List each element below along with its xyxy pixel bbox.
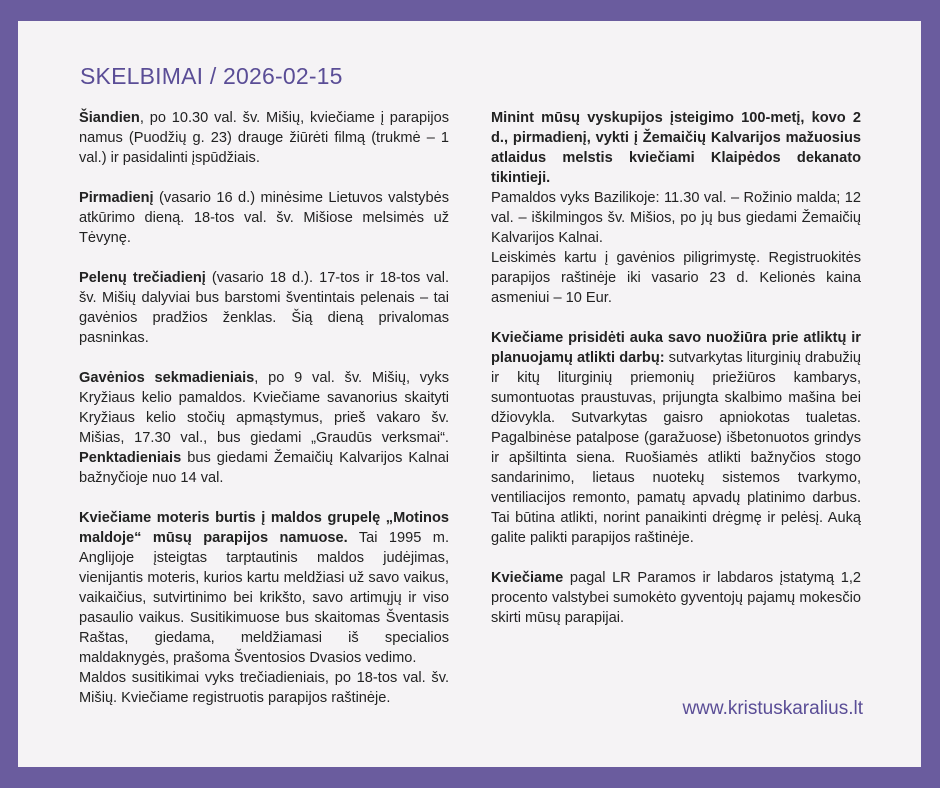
body-text: (vasario 16 d.) minėsime Lietuvos valstybės atkūrimo dieną. 18-tos val. šv. Mišiose melsimės už Tėvynę. — [79, 190, 449, 246]
bold-lead: Pelenų trečiadienį — [79, 270, 206, 286]
body-text: , po 9 val. šv. Mišių, vyks Kryžiaus kelio pamaldos. Kviečiame savanorius skaityti Kryžiaus kelio stočių apmąstymus, prieš vakaro šv. Mišias, 17.30 val., bus giedami „Graudūs verksmai“. — [79, 370, 449, 446]
page-title: SKELBIMAI / 2026-02-15 — [80, 63, 343, 89]
body-text: sutvarkytas liturginių drabužių ir kitų liturginių priemonių priežiūros kambarys, sumontuotas praustuvas, prijungta skalbimo mašina bei džiovykla. Sutvarkytas gaisro apniokotas tualetas. Pagalbinėse patalpose (garažuose) išbetonuotos grindys ir apšiltinta siena. Ruošiamės atlikti bažnyčios stogo sandarinimo, lietaus nuotekų sistemos tvarkymo, ventiliacijos remonto, pamatų apvadų platinimo darbus. Tai būtina atlikti, norint panaikinti drėgmę ir pelėsį. Auką galite palikti parapijos raštinėje. — [491, 350, 862, 546]
left-column — [79, 108, 449, 708]
announcement-services: Pamaldos vyks Bazilikoje: 11.30 val. – Rožinio malda; 12 val. – iškilmingos šv. Mišios, po jų bus giedami Žemaičių Kalvarijos Kalnai. — [491, 190, 861, 246]
body-text: , po 10.30 val. šv. Mišių, kviečiame į parapijos namus (Puodžių g. 23) drauge žiūrėti filmą (trukmė – 1 val.) ir pasidalinti įspūdžiais. — [79, 110, 449, 166]
bold-lead: Kviečiame — [491, 570, 564, 586]
announcement-today — [79, 108, 449, 168]
announcement-registration: Leiskimės kartu į gavėnios piligrimystę. Registruokitės parapijos raštinėje iki vasario 23 d. Kelionės kaina asmeniui – 10 Eur. — [491, 250, 861, 306]
bold-lead: Pirmadienį — [79, 190, 154, 206]
body-text: bus giedami Žemaičių Kalvarijos Kalnai bažnyčioje nuo 14 val. — [79, 450, 449, 486]
announcement-card — [18, 21, 921, 767]
announcement-lent-sundays — [79, 368, 449, 488]
announcement-ash-wednesday — [79, 268, 449, 348]
announcement-pilgrimage — [491, 108, 861, 188]
website-link[interactable]: www.kristuskaralius.lt — [682, 698, 863, 719]
bold-lead: Penktadieniais — [79, 450, 182, 466]
body-text: pagal LR Paramos ir labdaros įstatymą 1,2 procento valstybei sumokėto gyventojų pajamų mokesčio skirti mūsų parapijai. — [491, 570, 861, 626]
bold-lead: Kviečiame moteris burtis į maldos grupelę „Motinos maldoje“ mūsų parapijos namuose. — [79, 510, 449, 546]
announcement-tax — [491, 568, 861, 628]
body-text: (vasario 18 d.). 17-tos ir 18-tos val. šv. Mišių dalyviai bus barstomi šventintais pelenais – tai gavėnios pradžios ženklas. Šią dieną privalomas pasninkas. — [79, 270, 450, 346]
right-column — [491, 108, 861, 648]
announcement-prayer-meetings: Maldos susitikimai vyks trečiadieniais, po 18-tos val. šv. Mišių. Kviečiame registruotis parapijos raštinėje. — [79, 670, 449, 706]
bold-lead: Kviečiame prisidėti auka savo nuožiūra prie atliktų ir planuojamų atlikti darbų: — [491, 330, 861, 366]
body-text: Tai 1995 m. Anglijoje įsteigtas tarptautinis maldos judėjimas, vienijantis moteris, kurios kartu meldžiasi už savo vaikus, vaikaičius, sutvirtinimo bei krikšto, savo artimųjų ir viso pasaulio vaikus. Susitikimuose bus skaitomas Šventasis Raštas, giedama, meldžiamasi iš specialios maldaknygės, prašoma Šventosios Dvasios vedimo. — [79, 530, 449, 666]
announcement-mothers-prayer — [79, 508, 449, 668]
announcement-donations — [491, 328, 861, 548]
announcement-monday — [79, 188, 449, 248]
bold-lead: Šiandien — [79, 110, 140, 126]
bold-lead: Gavėnios sekmadieniais — [79, 370, 255, 386]
bold-lead: Minint mūsų vyskupijos įsteigimo 100-metį, kovo 2 d., pirmadienį, vykti į Žemaičių Kalvarijos mažuosius atlaidus melstis kviečiami Klaipėdos dekanato tikintieji. — [491, 110, 861, 186]
